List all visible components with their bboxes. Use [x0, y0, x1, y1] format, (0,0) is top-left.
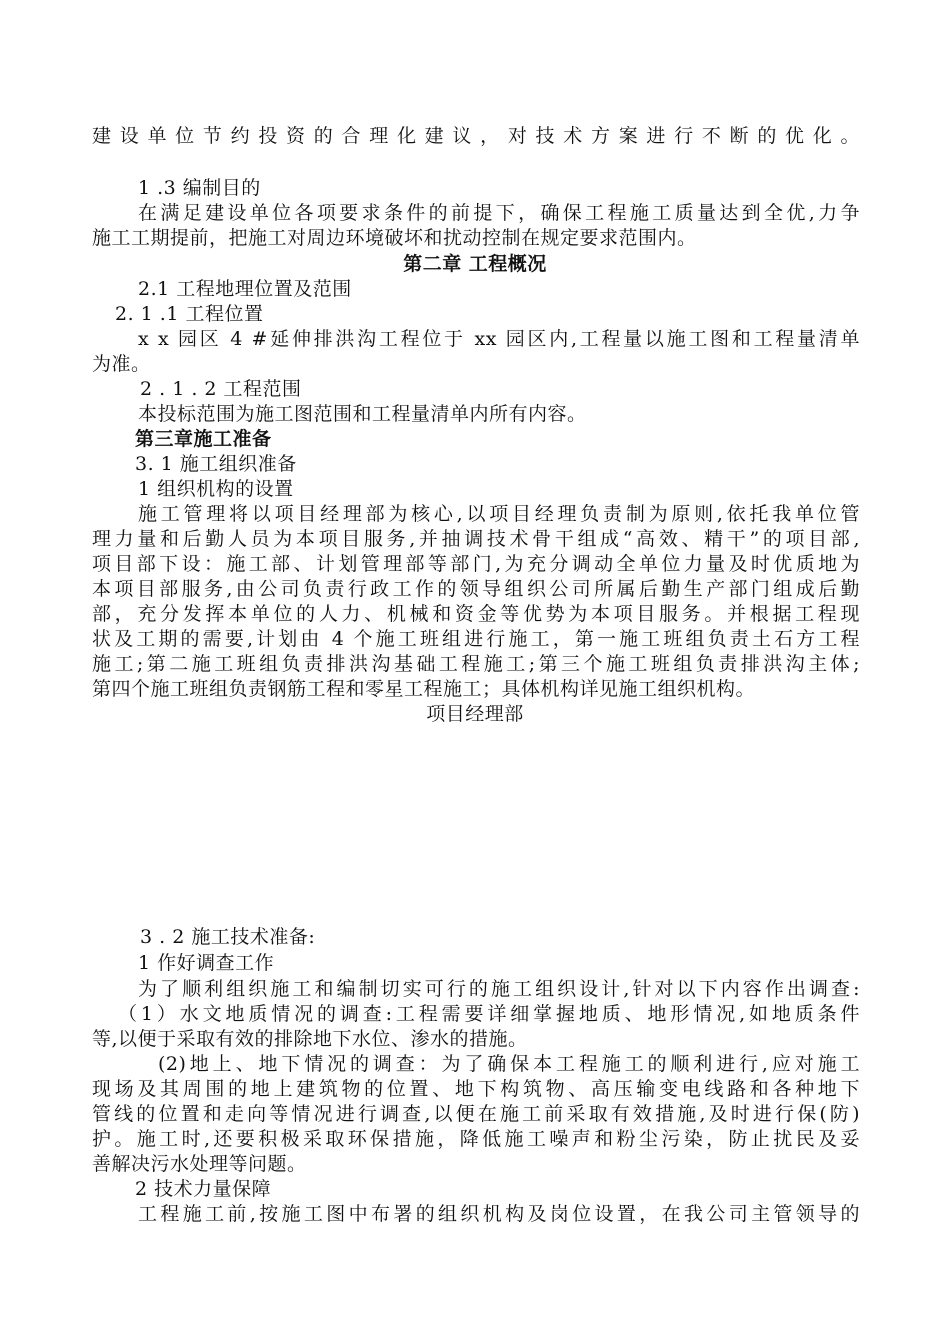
chapter-heading-3: 第三章施工准备 [135, 428, 272, 450]
paragraph-line: 在满足建设单位各项要求条件的前提下，确保工程施工质量达到全优,力争 [138, 202, 860, 224]
paragraph-line: 项目部下设：施工部、计划管理部等部门,为充分调动全单位力量及时优质地为 [92, 553, 860, 575]
paragraph-line: 善解决污水处理等问题。 [92, 1153, 307, 1175]
section-heading-2-1: 2.1 工程地理位置及范围 [138, 278, 352, 300]
paragraph-line: 本投标范围为施工图范围和工程量清单内所有内容。 [138, 403, 587, 425]
section-heading-3-2: 3 . 2 施工技术准备: [140, 926, 316, 948]
paragraph-line: 施工管理将以项目经理部为核心,以项目经理负责制为原则,依托我单位管 [138, 503, 860, 525]
section-heading-2-1-1: 2. 1 .1 工程位置 [115, 303, 264, 325]
paragraph-line: 理力量和后勤人员为本项目服务,并抽调技术骨干组成“高效、精干”的项目部, [92, 528, 860, 550]
section-heading-1-3: 1 .3 编制目的 [138, 177, 261, 199]
subsection-heading: 1 作好调查工作 [138, 952, 275, 974]
paragraph-line: 管线的位置和走向等情况进行调查,以便在施工前采取有效措施,及时进行保(防) [92, 1103, 860, 1125]
chapter-heading-2: 第二章 工程概况 [403, 253, 547, 275]
paragraph-line: 部，充分发挥本单位的人力、机械和资金等优势为本项目服务。并根据工程现 [92, 603, 860, 625]
paragraph-line: 现场及其周围的地上建筑物的位置、地下构筑物、高压输变电线路和各种地下 [92, 1078, 860, 1100]
paragraph-line: 为准。 [92, 353, 151, 375]
paragraph-line: 施工;第二施工班组负责排洪沟基础工程施工;第三个施工班组负责排洪沟主体; [92, 653, 860, 675]
paragraph-line: 本项目部服务,由公司负责行政工作的领导组织公司所属后勤生产部门组成后勤 [92, 578, 860, 600]
paragraph-line: 工程施工前,按施工图中布署的组织机构及岗位设置，在我公司主管领导的 [138, 1203, 860, 1225]
paragraph-line: 状及工期的需要,计划由 4 个施工班组进行施工，第一施工班组负责土石方工程 [92, 628, 860, 650]
paragraph-line: 施工工期提前，把施工对周边环境破坏和扰动控制在规定要求范围内。 [92, 227, 697, 249]
paragraph-line: 为了顺利组织施工和编制切实可行的施工组织设计,针对以下内容作出调查: [138, 978, 860, 1000]
paragraph-line: (2)地上、地下情况的调查：为了确保本工程施工的顺利进行,应对施工 [158, 1053, 860, 1075]
section-heading-3-1: 3. 1 施工组织准备 [135, 453, 297, 475]
org-chart-title: 项目经理部 [426, 703, 524, 725]
subsection-heading: 2 技术力量保障 [135, 1178, 272, 1200]
paragraph-line: 第四个施工班组负责钢筋工程和零星工程施工；具体机构详见施工组织机构。 [92, 678, 756, 700]
paragraph-line: 护。施工时,还要积极采取环保措施，降低施工噪声和粉尘污染，防止扰民及妥 [92, 1128, 860, 1150]
paragraph-line: 建设单位节约投资的合理化建议，对技术方案进行不断的优化。 [92, 125, 860, 147]
paragraph-line: （1）水文地质情况的调查:工程需要详细掌握地质、地形情况,如地质条件 [118, 1003, 860, 1025]
section-heading-2-1-2: 2 . 1 . 2 工程范围 [140, 378, 302, 400]
subsection-heading: 1 组织机构的设置 [138, 478, 294, 500]
paragraph-line: 等,以便于采取有效的排除地下水位、渗水的措施。 [92, 1028, 528, 1050]
paragraph-line: x x 园区 4 #延伸排洪沟工程位于 xx 园区内,工程量以施工图和工程量清单 [138, 328, 860, 350]
